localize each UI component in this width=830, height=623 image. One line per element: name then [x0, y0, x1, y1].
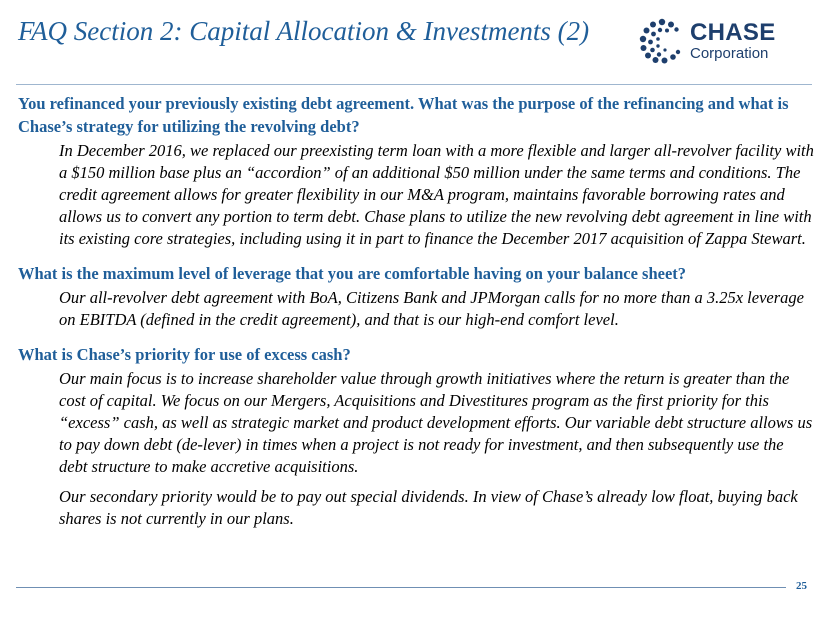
- faq-answer-2: Our all-revolver debt agreement with BoA, Citizens Bank and JPMorgan calls for no more than a 3.25x leverage on EBITDA (defined in the credit agreement), and that is our high-end comfort level.: [59, 288, 804, 329]
- page-number: 25: [796, 580, 807, 592]
- header-divider: [16, 84, 812, 85]
- logo-subtitle: Corporation: [690, 45, 769, 62]
- faq-question-3: What is Chase’s priority for use of excess cash?: [18, 345, 351, 364]
- page-title: FAQ Section 2: Capital Allocation & Investments (2): [18, 16, 590, 46]
- faq-list: [18, 92, 814, 530]
- chase-logo-icon: [638, 18, 686, 64]
- logo-wordmark: CHASE: [690, 19, 776, 46]
- faq-answer-3a: Our main focus is to increase shareholder value through growth initiatives where the return is greater than the cost of capital. We focus on our Mergers, Acquisitions and Divestitures program as the first priority for this “excess” cash, as well as strategic market and product development efforts. Our variable debt structure allows us to pay down debt (de-lever) in times when a project is not ready for investment, and then subsequently use the debt structure to make accretive acquisitions.: [59, 369, 813, 476]
- footer-divider: [16, 587, 786, 588]
- faq-question-1: You refinanced your previously existing debt agreement. What was the purpose of the refinancing and what is Chase’s strategy for utilizing the revolving debt?: [18, 94, 789, 136]
- company-logo: [638, 18, 798, 64]
- faq-answer-3b: Our secondary priority would be to pay out special dividends. In view of Chase’s already low float, buying back shares is not currently in our plans.: [59, 487, 798, 528]
- faq-question-2: What is the maximum level of leverage that you are comfortable having on your balance sheet?: [18, 264, 687, 283]
- faq-answer-1: In December 2016, we replaced our preexisting term loan with a more flexible and larger all-revolver facility with a $150 million base plus an “accordion” of an additional $50 million under the same terms and conditions. The credit agreement allows for greater flexibility in our M&A program, maintains favorable borrowing rates and allows us to convert any portion to term debt. Chase plans to utilize the new revolving debt agreement in line with its existing core strategies, including using it in part to finance the December 2017 acquisition of Zappa Stewart.: [59, 141, 814, 248]
